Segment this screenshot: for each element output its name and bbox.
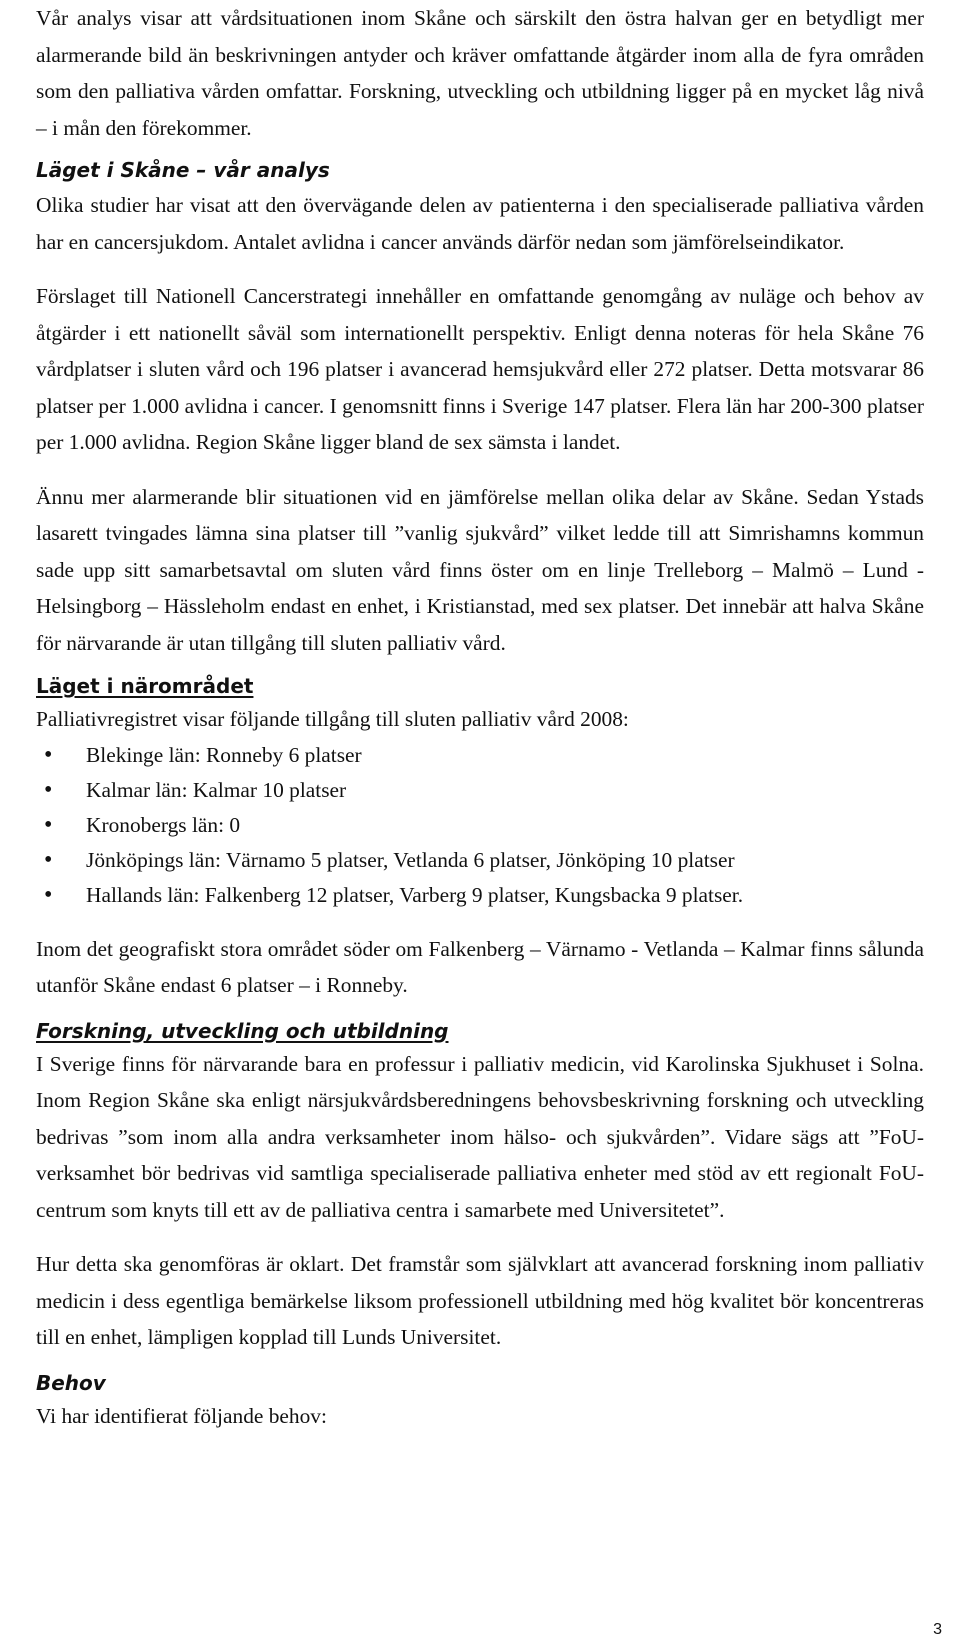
heading-behov: Behov <box>36 1370 106 1395</box>
skane-paragraph-1: Olika studier har visat att den övervägande delen av patienterna i den specialiserade palliativa vården har en cancersjukdom. Antalet avlidna i cancer används därför nedan som jämförelseindikator. <box>36 193 924 254</box>
heading-laget-i-skane: Läget i Skåne – vår analys <box>36 158 330 182</box>
skane-paragraph-2: Förslaget till Nationell Cancerstrategi innehåller en omfattande genomgång av nuläge och behov av åtgärder i ett nationellt såväl som internationellt perspektiv. Enligt denna noteras för hela Skåne 76 vårdplatser i sluten vård och 196 platser i avancerad hemsjukvård eller 272 platser. Detta motsvarar 86 platser per 1.000 avlidna i cancer. I genomsnitt finns i Sverige 147 platser. Flera län har 200-300 platser per 1.000 avlidna. Region Skåne ligger bland de sex sämsta i landet. <box>36 284 924 454</box>
naromradet-list <box>36 738 924 913</box>
heading-forskning: Forskning, utveckling och utbildning <box>36 1018 449 1043</box>
list-item: • Blekinge län: Ronneby 6 platser <box>36 738 924 773</box>
list-item: • Jönköpings län: Värnamo 5 platser, Vetlanda 6 platser, Jönköping 10 platser <box>36 843 924 878</box>
list-item: • Hallands län: Falkenberg 12 platser, Varberg 9 platser, Kungsbacka 9 platser. <box>36 878 924 913</box>
forskning-paragraph-2: Hur detta ska genomföras är oklart. Det framstår som självklart att avancerad forskning inom palliativ medicin i dess egentliga bemärkelse liksom professionell utbildning med hög kvalitet bör koncentreras till en enhet, lämpligen kopplad till Lunds Universitet. <box>36 1252 924 1349</box>
forskning-paragraph-1: I Sverige finns för närvarande bara en professur i palliativ medicin, vid Karolinska Sjukhuset i Solna. Inom Region Skåne ska enligt närsjukvårdsberedningens behovsbeskrivning forskning och utveckling bedrivas ”som inom alla andra verksamheter inom hälso- och sjukvården”. Vidare sägs att ”FoU-verksamhet bör bedrivas vid samtliga specialiserade palliativa enheter med stöd av ett regionalt FoU-centrum som knyts till ett av de palliativa centra i samarbete med Universitetet”. <box>36 1051 924 1222</box>
page-number: 3 <box>933 1621 942 1638</box>
naromradet-after: Inom det geografiskt stora området söder om Falkenberg – Värnamo - Vetlanda – Kalmar finns sålunda utanför Skåne endast 6 platser – i Ronneby. <box>36 936 924 997</box>
naromradet-lead: Palliativregistret visar följande tillgång till sluten palliativ vård 2008: <box>36 707 629 731</box>
skane-paragraph-3: Ännu mer alarmerande blir situationen vid en jämförelse mellan olika delar av Skåne. Sedan Ystads lasarett tvingades lämna sina platser till ”vanlig sjukvård” vilket ledde till att Simrishamns kommun sade upp sitt samarbetsavtal om sluten vård finns öster om en linje Trelleborg – Malmö – Lund - Helsingborg – Hässleholm endast en enhet, i Kristianstad, med sex platser. Det innebär att halva Skåne för närvarande är utan tillgång till sluten palliativ vård. <box>36 484 924 655</box>
list-item: • Kronobergs län: 0 <box>36 808 924 843</box>
behov-lead: Vi har identifierat följande behov: <box>36 1403 327 1428</box>
intro-paragraph: Vår analys visar att vårdsituationen inom Skåne och särskilt den östra halvan ger en betydligt mer alarmerande bild än beskrivningen antyder och kräver omfattande åtgärder inom alla de fyra områden som den palliativa vården omfattar. Forskning, utveckling och utbildning ligger på en mycket låg nivå – i mån den förekommer. <box>36 6 924 140</box>
document-body <box>36 0 924 1434</box>
list-item: • Kalmar län: Kalmar 10 platser <box>36 773 924 808</box>
heading-laget-i-naromradet: Läget i närområdet <box>36 674 254 698</box>
